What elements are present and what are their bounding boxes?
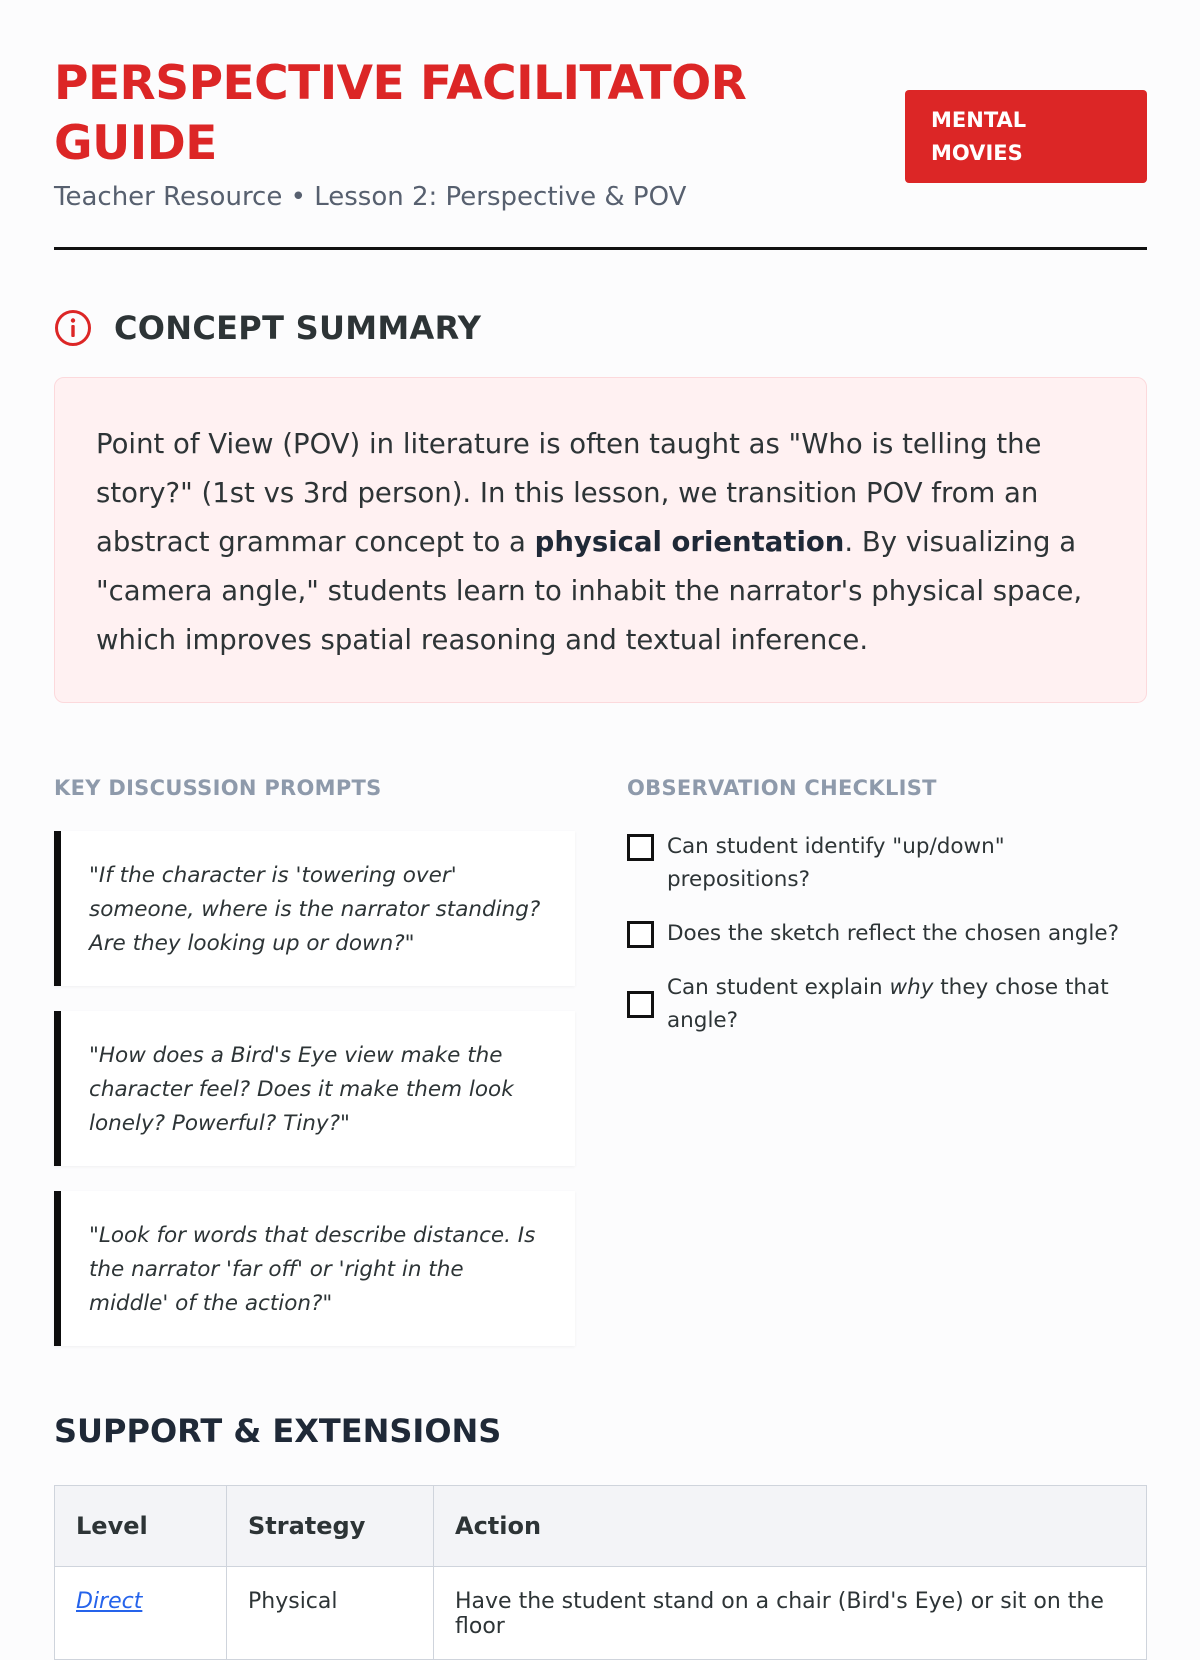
concept-summary-title: CONCEPT SUMMARY	[114, 309, 482, 347]
discussion-prompt-card: "If the character is 'towering over' someone, where is the narrator standing? Are they looking up or down?"	[54, 831, 575, 986]
table-row	[55, 1567, 1147, 1660]
support-extensions-table	[54, 1485, 1147, 1660]
discussion-prompt-card: "Look for words that describe distance. Is the narrator 'far off' or 'right in the middle' of the action?"	[54, 1191, 575, 1346]
level-link[interactable]: Direct	[55, 1567, 227, 1660]
column-header-level: Level	[55, 1486, 227, 1567]
column-header-strategy: Strategy	[227, 1486, 434, 1567]
checklist-item	[627, 917, 1147, 950]
observation-checklist-label: OBSERVATION CHECKLIST	[627, 776, 937, 800]
mental-movies-badge: MENTAL MOVIES	[905, 90, 1147, 183]
checkbox[interactable]	[627, 834, 654, 861]
checklist-item	[627, 830, 1147, 896]
summary-bold-term: physical orientation	[534, 526, 845, 558]
page-header	[54, 54, 1147, 250]
checklist-item-label: Can student identify "up/down" prepositions?	[667, 834, 1005, 892]
checklist-text-end: they chose that angle?	[667, 975, 1109, 1033]
discussion-prompts-label: KEY DISCUSSION PROMPTS	[54, 776, 382, 800]
info-icon	[54, 309, 92, 347]
observation-checklist	[627, 830, 1147, 1058]
checklist-item-label	[667, 971, 1147, 1037]
concept-summary-box	[54, 377, 1147, 703]
column-header-action: Action	[434, 1486, 1147, 1567]
checkbox[interactable]	[627, 921, 654, 948]
action-cell: Have the student stand on a chair (Bird's Eye) or sit on the floor	[434, 1567, 1147, 1660]
checklist-item	[627, 971, 1147, 1037]
support-extensions-title: SUPPORT & EXTENSIONS	[54, 1412, 502, 1450]
page-subtitle: Teacher Resource • Lesson 2: Perspective & POV	[54, 182, 687, 212]
concept-summary-heading	[54, 306, 481, 350]
summary-text-end: . By visualizing a "camera angle," students learn to inhabit the narrator's physical space, which improves spatial reasoning and textual inference.	[96, 526, 1083, 656]
page-title: PERSPECTIVE FACILITATOR GUIDE	[54, 56, 747, 171]
strategy-cell: Physical	[227, 1567, 434, 1660]
checklist-emphasis: why	[889, 975, 934, 1000]
checkbox[interactable]	[627, 991, 654, 1018]
checklist-item-label: Does the sketch reflect the chosen angle?	[667, 921, 1120, 946]
summary-text-start: Point of View (POV) in literature is often taught as "Who is telling the story?" (1st vs 3rd person). In this lesson, we transition POV from an abstract grammar concept to a	[96, 428, 1042, 558]
checklist-text-start: Can student explain	[667, 975, 890, 1000]
table-header-row	[55, 1486, 1147, 1567]
discussion-prompt-card: "How does a Bird's Eye view make the character feel? Does it make them look lonely? Powerful? Tiny?"	[54, 1011, 575, 1166]
